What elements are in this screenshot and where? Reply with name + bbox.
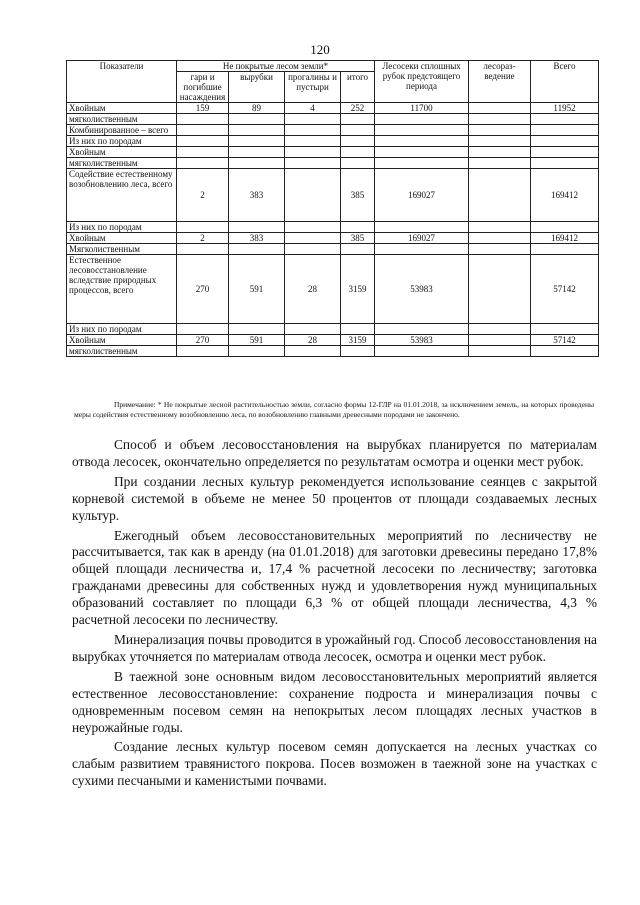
table-cell [285,158,341,169]
table-cell [229,222,285,233]
table-row [67,244,599,255]
row-label: Из них по породам [67,222,177,233]
table-row [67,147,599,158]
table-cell [469,233,531,244]
table-row [67,103,599,114]
table-cell [229,244,285,255]
table-cell: 89 [229,103,285,114]
table-cell: 383 [229,233,285,244]
table-cell [229,158,285,169]
table-cell: 385 [341,233,375,244]
table-cell [531,346,599,357]
table-cell [177,147,229,158]
row-label: мягколиственным [67,346,177,357]
table-note [74,400,594,420]
row-label: Хвойным [67,335,177,346]
row-label: Хвойным [67,147,177,158]
table-cell [177,222,229,233]
table-cell [341,346,375,357]
table-row [67,158,599,169]
paragraph: Создание лесных культур посевом семян допускается на лесных участках со слабым развитием травянистого покрова. Посев возможен в таежной зоне на участках с сухими песчаными и каменистыми почвами. [72,739,597,789]
row-label: Содействие естественному возобновлению леса, всего [67,169,177,222]
table-row [67,114,599,125]
header-total: итого [341,72,375,103]
table-cell [531,244,599,255]
row-label: Хвойным [67,103,177,114]
table-cell: 11700 [375,103,469,114]
table-cell [229,125,285,136]
table-cell [285,233,341,244]
table-cell [375,147,469,158]
table-cell [375,158,469,169]
table-row [67,324,599,335]
table-cell [531,147,599,158]
table-row [67,136,599,147]
table-cell [285,147,341,158]
table-cell [229,324,285,335]
table-cell [375,244,469,255]
table-cell [341,136,375,147]
table-cell: 169027 [375,233,469,244]
table-cell [285,222,341,233]
row-label: Из них по породам [67,136,177,147]
table-row [67,125,599,136]
table-cell [177,136,229,147]
note-text: Примечание: * Не покрытые лесной растительностью земли, согласно формы 12-ГЛР на 01.01.2018, за исключением земель, на которых проведены меры содействия естественному возобновлению леса, по возобновлению главными древесными породами не закончено. [74,400,594,419]
table-cell: 270 [177,335,229,346]
table-cell [177,125,229,136]
table-cell [229,136,285,147]
paragraph: Способ и объем лесовосстановления на вырубках планируется по материалам отвода лесосек, окончательно определяется по результатам осмотра и оценки мест рубок. [72,437,597,469]
table-cell [341,244,375,255]
table-cell [469,255,531,324]
table-cell [285,346,341,357]
body-text [72,437,597,793]
table-cell [341,147,375,158]
header-indicators: Показатели [67,61,177,103]
table-cell: 383 [229,169,285,222]
reforestation-table [66,60,599,357]
table-row [67,169,599,222]
paragraph: При создании лесных культур рекомендуется использование сеянцев с закрытой корневой системой в объеме не менее 50 процентов от площади создаваемых лесных культур. [72,473,597,523]
header-restoration: лесораз-ведение [469,61,531,103]
table-cell [285,125,341,136]
table-cell: 4 [285,103,341,114]
table-cell [375,324,469,335]
table-cell [469,222,531,233]
table-cell [531,136,599,147]
table-cell [229,114,285,125]
paragraph: Минерализация почвы проводится в урожайный год. Способ лесовосстановления на вырубках уточняется по материалам отвода лесосек, осмотра и оценки мест рубок. [72,631,597,664]
table-cell [375,222,469,233]
table-cell: 169027 [375,169,469,222]
header-not-covered: Не покрытые лесом земли* [177,61,375,72]
row-label: Из них по породам [67,324,177,335]
table-row [67,255,599,324]
table-cell [375,136,469,147]
table-cell: 3159 [341,335,375,346]
table-cell: 2 [177,233,229,244]
table-cell: 57142 [531,255,599,324]
row-label: Хвойным [67,233,177,244]
table-cell: 53983 [375,335,469,346]
table-cell: 270 [177,255,229,324]
table-cell [177,324,229,335]
row-label: Комбинированное – всего [67,125,177,136]
table-cell [531,324,599,335]
table-cell [285,114,341,125]
table-cell [469,114,531,125]
table-row [67,233,599,244]
table-cell [229,147,285,158]
table-cell [531,114,599,125]
table-cell: 2 [177,169,229,222]
table-row [67,335,599,346]
table-cell: 53983 [375,255,469,324]
table-cell: 385 [341,169,375,222]
table-cell [285,244,341,255]
table-cell [341,158,375,169]
page-number: 120 [310,42,330,57]
table-cell [177,158,229,169]
table-cell [341,114,375,125]
table-cell [469,169,531,222]
table-cell [229,346,285,357]
header-burned: гари и погибшие насаждения [177,72,229,103]
header-clearings: вырубки [229,72,285,103]
table-cell: 159 [177,103,229,114]
table-cell [469,147,531,158]
table-header [67,61,599,103]
table-cell [341,324,375,335]
table-cell: 3159 [341,255,375,324]
table-cell [469,335,531,346]
table-cell: 169412 [531,233,599,244]
table-cell [177,244,229,255]
table-cell [469,125,531,136]
table-cell [531,158,599,169]
row-label: Мягколиственным [67,244,177,255]
table-cell: 57142 [531,335,599,346]
table-cell [375,125,469,136]
header-cutting-areas: Лесосеки сплошных рубок предстоящего периода [375,61,469,103]
table-row [67,346,599,357]
table-cell [469,244,531,255]
header-grand-total: Всего [531,61,599,103]
table-cell [285,324,341,335]
table-cell: 591 [229,255,285,324]
table-cell [177,346,229,357]
row-label: мягколиственным [67,114,177,125]
table-cell [531,222,599,233]
row-label: Естественное лесовосстановление вследствие природных процессов, всего [67,255,177,324]
paragraph: Ежегодный объем лесовосстановительных мероприятий по лесничеству не рассчитывается, так как в аренду (на 01.01.2018) для заготовки древесины передано 17,8% общей площади лесничества и, 17,4 % расчетной лесосеки по лесничеству; заготовка гражданами древесины для собственных нужд и удовлетворения нужд муниципальных образований составляет по площади 6,3 % от общей площади лесничества, 4,3 % расчетной лесосеки по лесничеству. [72,527,597,628]
table-cell: 591 [229,335,285,346]
row-label: мягколиственным [67,158,177,169]
header-glades: прогалины и пустыри [285,72,341,103]
table-cell [341,125,375,136]
table-cell: 28 [285,255,341,324]
table-cell: 252 [341,103,375,114]
table-cell [375,114,469,125]
table-row [67,222,599,233]
table-cell: 28 [285,335,341,346]
table-cell [469,324,531,335]
table-cell: 11952 [531,103,599,114]
table-body [67,103,599,357]
table-cell [341,222,375,233]
table-cell [469,103,531,114]
table-cell [531,125,599,136]
table-cell: 169412 [531,169,599,222]
table-cell [177,114,229,125]
table-cell [285,169,341,222]
paragraph: В таежной зоне основным видом лесовосстановительных мероприятий является естественное лесовосстановление: сохранение подроста и минерализация почвы с одновременным посевом семян на непокрытых лесом площадях лесных участков в неурожайные годы. [72,668,597,735]
table-cell [469,346,531,357]
table-cell [469,158,531,169]
table-cell [285,136,341,147]
table-cell [375,346,469,357]
table-cell [469,136,531,147]
